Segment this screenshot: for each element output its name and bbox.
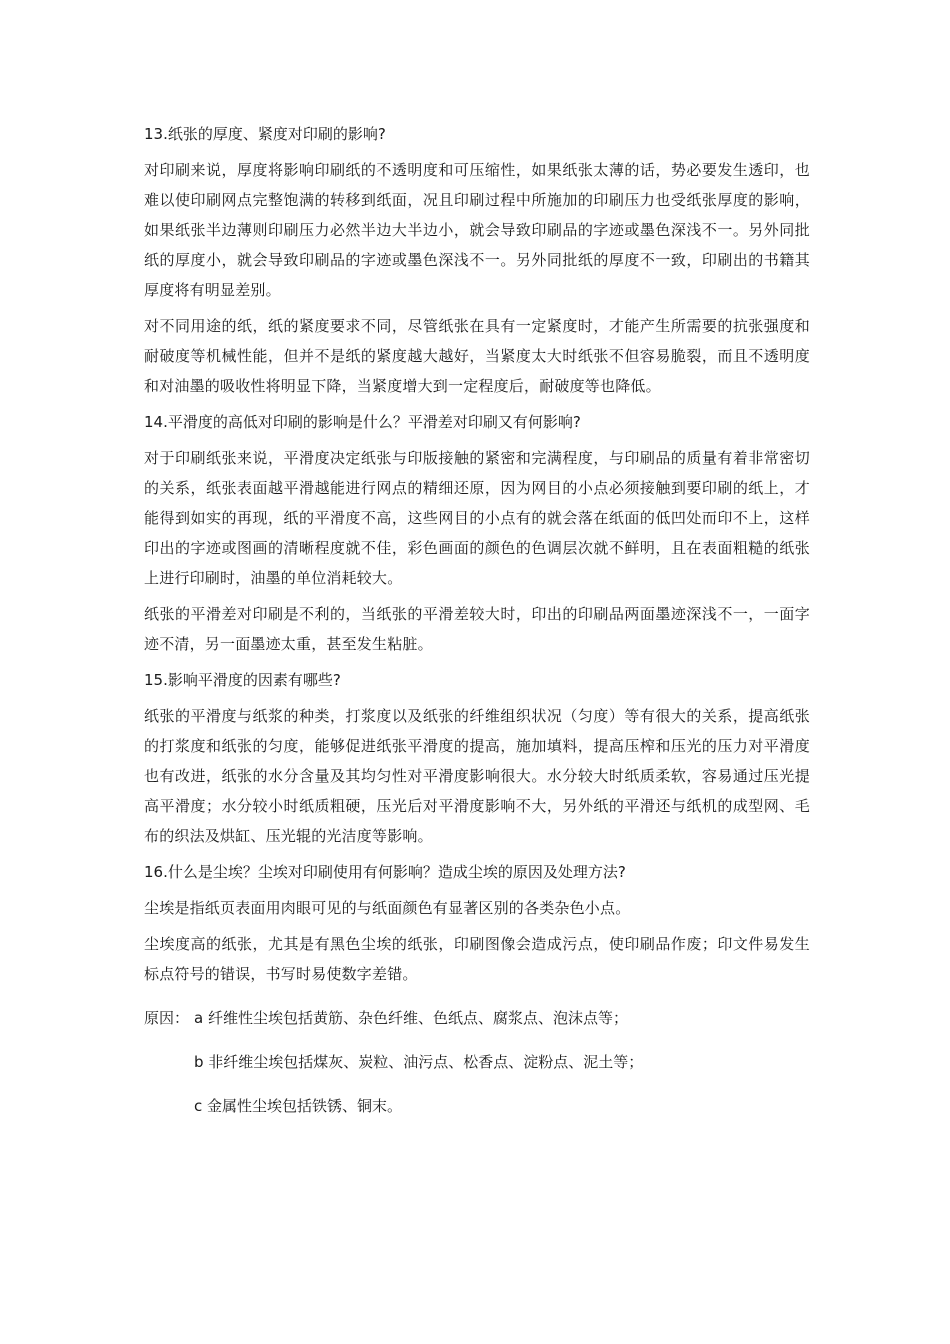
document-body [144, 119, 810, 1121]
cause-list-item [144, 1047, 810, 1077]
section-13-heading: 13.纸张的厚度、紧度对印刷的影响? [144, 125, 386, 143]
cause-item-c: c 金属性尘埃包括铁锈、铜末。 [194, 1097, 403, 1115]
section-13-paragraph-1: 对印刷来说，厚度将影响印刷纸的不透明度和可压缩性，如果纸张太薄的话，势必要发生透印，也难以使印刷网点完整饱满的转移到纸面，况且印刷过程中所施加的印刷压力也受纸张厚度的影响，如果纸张半边薄则印刷压力必然半边大半边小，就会导致印刷品的字迹或墨色深浅不一。另外同批纸的厚度小，就会导致印刷品的字迹或墨色深浅不一。另外同批纸的厚度不一致，印刷出的书籍其厚度将有明显差别。 [144, 161, 810, 299]
section-14-heading: 14.平滑度的高低对印刷的影响是什么？平滑差对印刷又有何影响? [144, 413, 581, 431]
section-14-paragraph-2: 纸张的平滑差对印刷是不利的，当纸张的平滑差较大时，印出的印刷品两面墨迹深浅不一，一面字迹不清，另一面墨迹太重，甚至发生粘脏。 [144, 605, 810, 653]
section-16-heading: 16.什么是尘埃？尘埃对印刷使用有何影响？造成尘埃的原因及处理方法? [144, 863, 626, 881]
cause-item-a: a 纤维性尘埃包括黄筋、杂色纤维、色纸点、腐浆点、泡沫点等； [194, 1009, 628, 1027]
section-15-paragraph-1: 纸张的平滑度与纸浆的种类，打浆度以及纸张的纤维组织状况（匀度）等有很大的关系，提高纸张的打浆度和纸张的匀度，能够促进纸张平滑度的提高，施加填料，提高压榨和压光的压力对平滑度也有改进，纸张的水分含量及其均匀性对平滑度影响很大。水分较大时纸质柔软，容易通过压光提高平滑度；水分较小时纸质粗硬，压光后对平滑度影响不大，另外纸的平滑还与纸机的成型网、毛布的织法及烘缸、压光辊的光洁度等影响。 [144, 707, 810, 845]
section-14-paragraph-1: 对于印刷纸张来说，平滑度决定纸张与印版接触的紧密和完满程度，与印刷品的质量有着非常密切的关系，纸张表面越平滑越能进行网点的精细还原，因为网目的小点必须接触到要印刷的纸上，才能得到如实的再现，纸的平滑度不高，这些网目的小点有的就会落在纸面的低凹处而印不上，这样印出的字迹或图画的清晰程度就不佳，彩色画面的颜色的色调层次就不鲜明，且在表面粗糙的纸张上进行印刷时，油墨的单位消耗较大。 [144, 449, 810, 587]
cause-item-b: b 非纤维尘埃包括煤灰、炭粒、油污点、松香点、淀粉点、泥土等； [194, 1053, 644, 1071]
cause-list-item [144, 1091, 810, 1121]
section-16-paragraph-2: 尘埃度高的纸张，尤其是有黑色尘埃的纸张，印刷图像会造成污点，使印刷品作废；印文件易发生标点符号的错误，书写时易使数字差错。 [144, 935, 810, 983]
section-13-paragraph-2: 对不同用途的纸，纸的紧度要求不同，尽管纸张在具有一定紧度时，才能产生所需要的抗张强度和耐破度等机械性能，但并不是纸的紧度越大越好，当紧度太大时纸张不但容易脆裂，而且不透明度和对油墨的吸收性将明显下降，当紧度增大到一定程度后，耐破度等也降低。 [144, 317, 810, 395]
cause-list-item [144, 1003, 810, 1033]
section-15-heading: 15.影响平滑度的因素有哪些? [144, 671, 341, 689]
causes-label: 原因： [144, 1009, 190, 1027]
section-16-paragraph-1: 尘埃是指纸页表面用肉眼可见的与纸面颜色有显著区别的各类杂色小点。 [144, 899, 631, 917]
